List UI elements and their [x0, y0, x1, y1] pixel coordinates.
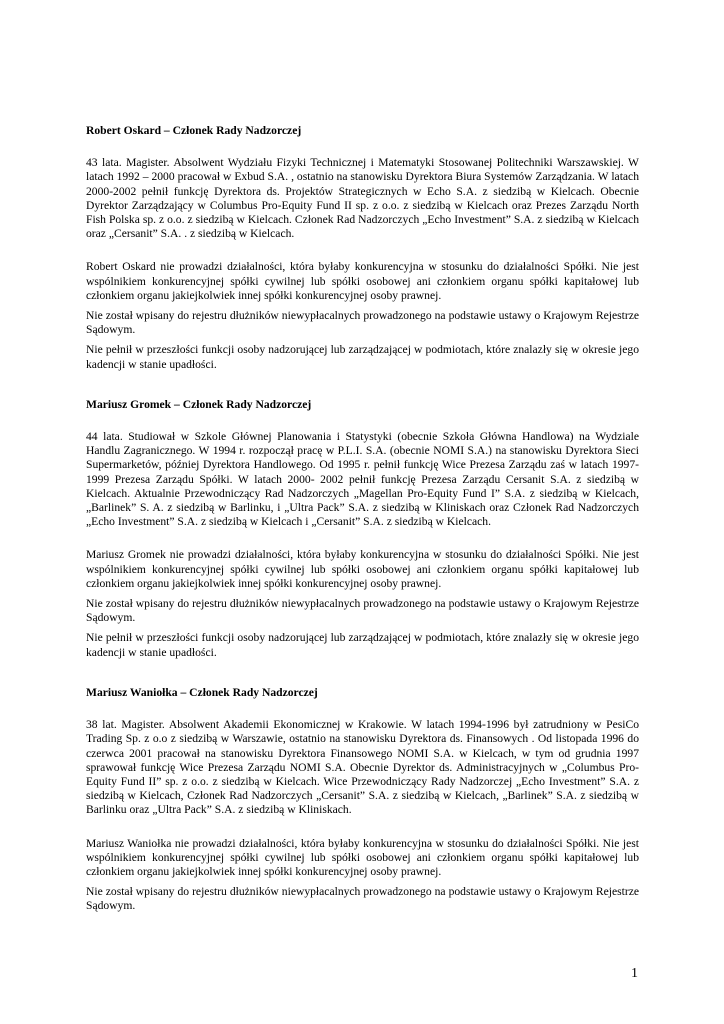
section-title: Robert Oskard – Członek Rady Nadzorczej — [86, 124, 302, 137]
section-title: Mariusz Waniołka – Członek Rady Nadzorczej — [86, 685, 318, 699]
section-mariusz-gromek — [86, 398, 639, 660]
register-paragraph: Nie został wpisany do rejestru dłużników niewypłacalnych prowadzonego na podstawie ustawy o Krajowym Rejestrze Sądowym. — [86, 885, 639, 913]
register-paragraph: Nie został wpisany do rejestru dłużników niewypłacalnych prowadzonego na podstawie ustawy o Krajowym Rejestrze Sądowym. — [86, 597, 639, 625]
bio-paragraph: 38 lat. Magister. Absolwent Akademii Ekonomicznej w Krakowie. W latach 1994-1996 był zatrudniony w PesiCo Trading Sp. z o.o z siedzibą w Warszawie, ostatnio na stanowisku Dyrektora ds. Finansowych . Od listopada 1996 do czerwca 2001 pracował na stanowisku Dyrektora Finansowego NOMI S.A. w Kielcach, w tym od grudnia 1997 sprawował funkcję Wice Prezesa Zarządu NOMI S.A. Obecnie Dyrektor ds. Administracyjnych w „Columbus Pro-Equity Fund II” sp. z o.o. z siedzibą w Kielcach. Wice Przewodniczący Rady Nadzorczej „Echo Investment” S.A. z siedzibą w Kielcach, Członek Rad Nadzorczych „Cersanit” S.A. z siedzibą w Kielcach, „Barlinek” S.A. z siedzibą w Barlinku oraz „Ultra Pack” S.A. z siedzibą w Kliniskach. — [86, 718, 639, 817]
register-paragraph: Nie został wpisany do rejestru dłużników niewypłacalnych prowadzonego na podstawie ustawy o Krajowym Rejestrze Sądowym. — [86, 309, 639, 337]
page-number: 1 — [631, 966, 638, 981]
competition-paragraph: Mariusz Gromek nie prowadzi działalności, która byłaby konkurencyjna w stosunku do działalności Spółki. Nie jest wspólnikiem konkurencyjnej spółki cywilnej lub spółki osobowej ani członkiem organu spółki kapitałowej lub członkiem organu jakiejkolwiek innej spółki konkurencyjnej osoby prawnej. — [86, 548, 639, 590]
bankruptcy-paragraph: Nie pełnił w przeszłości funkcji osoby nadzorującej lub zarządzającej w podmiotach, które znalazły się w okresie jego kadencji w stanie upadłości. — [86, 343, 639, 371]
section-title: Mariusz Gromek – Członek Rady Nadzorczej — [86, 397, 312, 411]
competition-paragraph: Robert Oskard nie prowadzi działalności, która byłaby konkurencyjna w stosunku do działalności Spółki. Nie jest wspólnikiem konkurencyjnej spółki cywilnej lub spółki osobowej ani członkiem organu spółki kapitałowej lub członkiem organu jakiejkolwiek innej spółki konkurencyjnej osoby prawnej. — [86, 260, 639, 302]
section-robert-oskard — [86, 124, 639, 372]
document-page — [86, 124, 639, 940]
bio-paragraph: 44 lata. Studiował w Szkole Głównej Planowania i Statystyki (obecnie Szkoła Główna Handlowa) na Wydziale Handlu Zagranicznego. W 1994 r. rozpoczął pracę w P.L.I. S.A. (obecnie NOMI S.A.) na stanowisku Dyrektora Sieci Supermarketów, później Dyrektora Handlowego. Od 1995 r. pełnił funkcję Wice Prezesa Zarządu zaś w latach 1997-1999 Prezesa Zarządu Spółki. W latach 2000- 2002 pełnił funkcję Prezesa Zarządu Cersanit S.A. z siedzibą w Kielcach. Aktualnie Przewodniczący Rad Nadzorczych „Magellan Pro-Equity Fund I” S.A. z siedzibą w Kielcach, „Barlinek” S. A. z siedzibą w Barlinku, i „Ultra Pack” S.A. z siedzibą w Kliniskach oraz Członek Rad Nadzorczych „Echo Investment” S.A. z siedzibą w Kielcach i „Cersanit” S.A. z siedzibą w Kielcach. — [86, 430, 639, 529]
bio-paragraph: 43 lata. Magister. Absolwent Wydziału Fizyki Technicznej i Matematyki Stosowanej Politechniki Warszawskiej. W latach 1992 – 2000 pracował w Exbud S.A. , ostatnio na stanowisku Dyrektora Biura Systemów Zarządzania. W latach 2000-2002 pełnił funkcję Dyrektora ds. Projektów Strategicznych w Echo S.A. z siedzibą w Kielcach. Obecnie Dyrektor Zarządzający w Columbus Pro-Equity Fund II sp. z o.o. z siedzibą w Kielcach oraz Prezes Zarządu North Fish Polska sp. z o.o. z siedzibą w Kielcach. Członek Rad Nadzorczych „Echo Investment” S.A. z siedzibą w Kielcach oraz „Cersanit” S.A. . z siedzibą w Kielcach. — [86, 156, 639, 241]
section-mariusz-waniolka — [86, 686, 639, 914]
competition-paragraph: Mariusz Waniołka nie prowadzi działalności, która byłaby konkurencyjna w stosunku do działalności Spółki. Nie jest wspólnikiem konkurencyjnej spółki cywilnej lub spółki osobowej ani członkiem organu spółki kapitałowej lub członkiem organu jakiejkolwiek innej spółki konkurencyjnej osoby prawnej. — [86, 836, 639, 878]
bankruptcy-paragraph: Nie pełnił w przeszłości funkcji osoby nadzorującej lub zarządzającej w podmiotach, które znalazły się w okresie jego kadencji w stanie upadłości. — [86, 631, 639, 659]
